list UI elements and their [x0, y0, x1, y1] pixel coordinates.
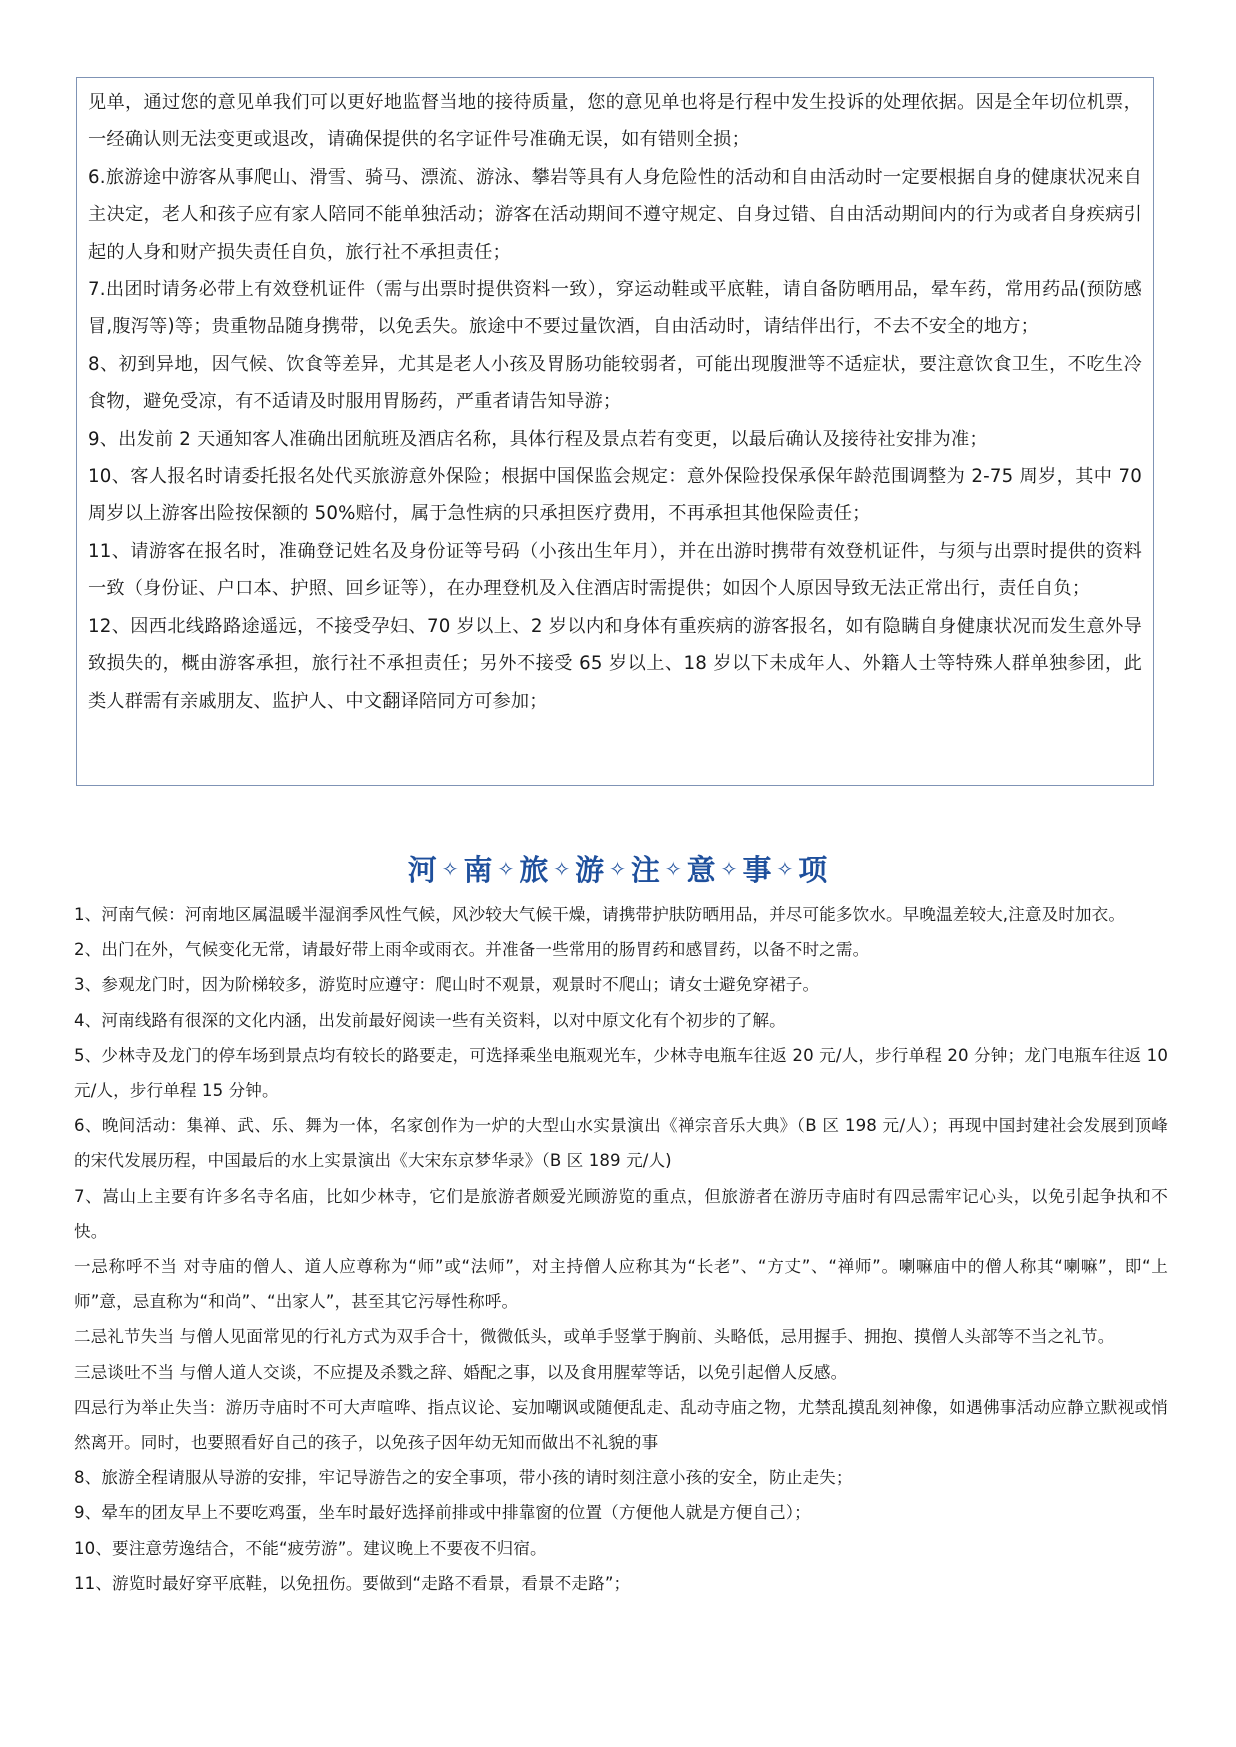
title-char: 事 [742, 853, 773, 887]
notice-paragraph: 9、出发前 2 天通知客人准确出团航班及酒店名称，具体行程及景点若有变更，以最后确认及接待社安排为准； [88, 428, 988, 450]
notes-list [74, 897, 1168, 1601]
notice-paragraph: 6.旅游途中游客从事爬山、滑雪、骑马、漂流、游泳、攀岩等具有人身危险性的活动和自由活动时一定要根据自身的健康状况来自主决定，老人和孩子应有家人陪同不能单独活动；游客在活动期间不遵守规定、自身过错、自由活动期间内的行为或者自身疾病引起的人身和财产损失责任自负，旅行社不承担责任； [88, 166, 1142, 263]
note-item: 7、嵩山上主要有许多名寺名庙，比如少林寺，它们是旅游者颇爱光顾游览的重点，但旅游者在游历寺庙时有四忌需牢记心头，以免引起争执和不快。 [74, 1186, 1168, 1241]
title-char: 项 [798, 853, 829, 887]
note-item: 3、参观龙门时，因为阶梯较多，游览时应遵守：爬山时不观景，观景时不爬山；请女士避免穿裙子。 [74, 975, 820, 995]
title-char: 注 [630, 853, 661, 887]
note-item: 四忌行为举止失当：游历寺庙时不可大声喧哗、指点议论、妄加嘲讽或随便乱走、乱动寺庙之物，尤禁乱摸乱刻神像，如遇佛事活动应静立默视或悄然离开。同时，也要照看好自己的孩子，以免孩子因年幼无知而做出不礼貌的事 [74, 1397, 1168, 1453]
title-char: 游 [575, 853, 606, 887]
notice-paragraph: 11、请游客在报名时，准确登记姓名及身份证等号码（小孩出生年月），并在出游时携带有效登机证件，与须与出票时提供的资料一致（身份证、户口本、护照、回乡证等），在办理登机及入住酒店时需提供；如因个人原因导致无法正常出行，责任自负； [88, 540, 1142, 600]
sparkle-separator-icon: ✧ [664, 857, 683, 881]
note-item: 9、晕车的团友早上不要吃鸡蛋，坐车时最好选择前排或中排靠窗的位置（方便他人就是方便自己）； [74, 1503, 811, 1523]
sparkle-separator-icon: ✧ [720, 857, 739, 881]
sparkle-separator-icon: ✧ [553, 857, 572, 881]
sparkle-separator-icon: ✧ [609, 857, 627, 881]
note-item: 一忌称呼不当 对寺庙的僧人、道人应尊称为“师”或“法师”，对主持僧人应称其为“长老”、“方丈”、“禅师”。喇嘛庙中的僧人称其“喇嘛”，即“上师”意，忌直称为“和尚”、“出家人”，甚至其它污辱性称呼。 [74, 1257, 1168, 1312]
notice-paragraph: 12、因西北线路路途遥远，不接受孕妇、70 岁以上、2 岁以内和身体有重疾病的游客报名，如有隐瞒自身健康状况而发生意外导致损失的，概由游客承担，旅行社不承担责任；另外不接受 65 岁以上、18 岁以下未成年人、外籍人士等特殊人群单独参团，此类人群需有亲戚朋友、监护人、中文翻译陪同方可参加； [88, 615, 1142, 712]
title-char: 南 [463, 853, 494, 887]
note-item: 二忌礼节失当 与僧人见面常见的行礼方式为双手合十，微微低头，或单手竖掌于胸前、头略低，忌用握手、拥抱、摸僧人头部等不当之礼节。 [74, 1327, 1115, 1347]
notice-paragraph: 8、初到异地，因气候、饮食等差异，尤其是老人小孩及胃肠功能较弱者，可能出现腹泄等不适症状，要注意饮食卫生，不吃生冷食物，避免受凉，有不适请及时服用胃肠药，严重者请告知导游； [88, 353, 1142, 413]
title-char: 意 [686, 853, 717, 887]
note-item: 三忌谈吐不当 与僧人道人交谈，不应提及杀戮之辞、婚配之事，以及食用腥荤等话，以免引起僧人反感。 [74, 1362, 848, 1382]
section-title [0, 848, 1236, 892]
sparkle-separator-icon: ✧ [497, 857, 516, 881]
note-item: 1、河南气候：河南地区属温暖半湿润季风性气候，风沙较大气候干燥，请携带护肤防晒用品，并尽可能多饮水。早晚温差较大,注意及时加衣。 [74, 905, 1126, 924]
note-item: 4、河南线路有很深的文化内涵，出发前最好阅读一些有关资料，以对中原文化有个初步的了解。 [74, 1010, 786, 1030]
notice-paragraph: 7.出团时请务必带上有效登机证件（需与出票时提供资料一致），穿运动鞋或平底鞋，请自备防晒用品，晕车药，常用药品(预防感冒,腹泻等)等；贵重物品随身携带，以免丢失。旅途中不要过量饮酒，自由活动时，请结伴出行，不去不安全的地方； [88, 279, 1142, 338]
note-item: 8、旅游全程请服从导游的安排，牢记导游告之的安全事项，带小孩的请时刻注意小孩的安全，防止走失； [74, 1468, 853, 1488]
notice-paragraph: 10、客人报名时请委托报名处代买旅游意外保险；根据中国保监会规定：意外保险投保承保年龄范围调整为 2-75 周岁，其中 70 周岁以上游客出险按保额的 50%赔付，属于急性病的只承担医疗费用，不再承担其他保险责任； [88, 466, 1142, 525]
note-item: 10、要注意劳逸结合，不能“疲劳游”。建议晚上不要夜不归宿。 [74, 1538, 547, 1558]
notice-paragraph: 见单，通过您的意见单我们可以更好地监督当地的接待质量，您的意见单也将是行程中发生投诉的处理依据。因是全年切位机票，一经确认则无法变更或退改，请确保提供的名字证件号准确无误，如有错则全损； [88, 92, 1142, 151]
note-item: 2、出门在外，气候变化无常，请最好带上雨伞或雨衣。并准备一些常用的肠胃药和感冒药，以备不时之需。 [74, 940, 870, 960]
sparkle-separator-icon: ✧ [776, 857, 795, 881]
title-char: 旅 [519, 853, 550, 887]
note-item: 5、少林寺及龙门的停车场到景点均有较长的路要走，可选择乘坐电瓶观光车，少林寺电瓶车往返 20 元/人，步行单程 20 分钟；龙门电瓶车往返 10 元/人，步行单程 15 分钟。 [74, 1045, 1168, 1101]
note-item: 11、游览时最好穿平底鞋，以免扭伤。要做到“走路不看景，看景不走路”； [74, 1573, 631, 1593]
note-item: 6、晚间活动：集禅、武、乐、舞为一体，名家创作为一炉的大型山水实景演出《禅宗音乐大典》（B 区 198 元/人）；再现中国封建社会发展到顶峰的宋代发展历程，中国最后的水上实景演出《大宋东京梦华录》（B 区 189 元/人) [74, 1116, 1168, 1171]
sparkle-separator-icon: ✧ [441, 857, 460, 881]
notice-box [76, 77, 1154, 786]
title-char: 河 [407, 853, 438, 887]
